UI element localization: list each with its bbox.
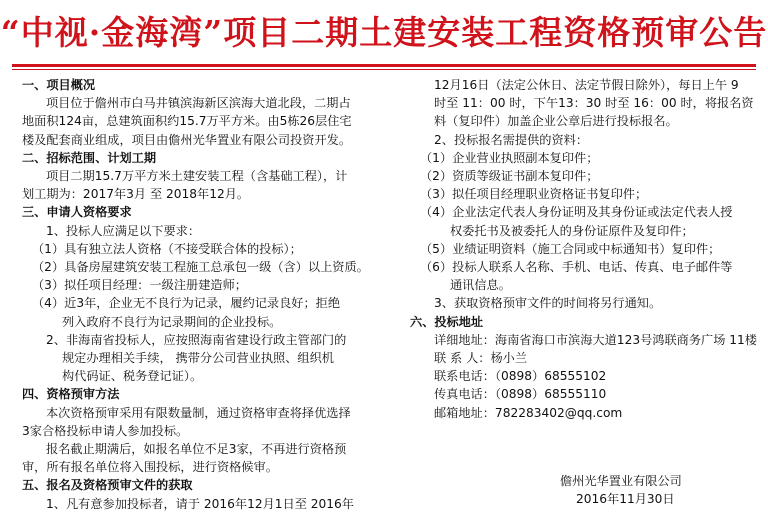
signature-company: 儋州光华置业有限公司 [560, 474, 682, 488]
paragraph-line: 1、投标人应满足以下要求： [46, 223, 201, 238]
list-item: （3）拟任项目经理：一级注册建造师； [32, 278, 247, 293]
title-rule-thick [12, 64, 756, 67]
paragraph-line: 楼及配套商业组成，项目由儋州光华置业有限公司投资开发。 [22, 132, 352, 147]
paragraph-line: 项目位于儋州市白马井镇滨海新区滨海大道北段，二期占 [46, 96, 351, 111]
paragraph-line: 审，所有报名单位将入围投标，进行资格候审。 [22, 460, 278, 475]
paragraph-line: 本次资格预审采用有限数量制，通过资格审查将择优选择 [46, 405, 351, 420]
contact-person: 联 系 人：杨小兰 [434, 351, 528, 366]
list-item: （5）业绩证明资料（施工合同或中标通知书）复印件； [420, 241, 721, 256]
section-heading: 一、项目概况 [22, 78, 96, 92]
contact-fax: 传真电话：（0898）68555110 [434, 387, 607, 402]
list-item: （4）企业法定代表人身份证明及其身份证或法定代表人授 [420, 205, 733, 220]
signature-date: 2016年11月30日 [576, 492, 675, 506]
left-column [22, 76, 398, 513]
list-item: （6）投标人联系人名称、手机、电话、传真、电子邮件等 [420, 260, 733, 275]
contact-email: 邮箱地址：782283402@qq.com [434, 405, 623, 420]
list-item: （4）近3年，企业无不良行为记录，履约记录良好；拒绝 [32, 296, 341, 311]
section-heading: 四、资格预审方法 [22, 387, 120, 402]
paragraph-line: 12月16日（法定公休日、法定节假日除外），每日上午 9 [434, 78, 739, 92]
list-item: （1）企业营业执照副本复印件； [420, 150, 599, 165]
section-heading: 二、招标范围、计划工期 [22, 150, 157, 165]
contact-phone: 联系电话：（0898）68555102 [434, 369, 607, 384]
title-rule-thin [12, 69, 756, 70]
section-heading: 六、投标地址 [410, 314, 484, 329]
paragraph-line: 3、获取资格预审文件的时间将另行通知。 [434, 296, 662, 311]
paragraph-line: 项目二期15.7万平方米土建安装工程（含基础工程），计 [46, 169, 348, 184]
paragraph-line: 划工期为：2017年3月 至 2018年12月。 [22, 187, 250, 202]
paragraph-line: 构代码证、税务登记证）。 [62, 369, 203, 384]
section-heading: 三、申请人资格要求 [22, 205, 132, 220]
paragraph-line: 2、投标报名需提供的资料： [434, 132, 589, 147]
paragraph-line: 2、非海南省投标人，应按照海南省建设行政主管部门的 [46, 332, 347, 347]
paragraph-line: 地面积124亩，总建筑面积约15.7万平方米。由5栋26层住宅 [22, 114, 352, 129]
list-item-continued: 通讯信息。 [450, 278, 511, 293]
paragraph-line: 1、凡有意参加投标者，请于 2016年12月1日至 2016年 [46, 496, 354, 511]
paragraph-line: 规定办理相关手续， 携带分公司营业执照、组织机 [62, 351, 334, 366]
section-heading: 五、报名及资格预审文件的获取 [22, 478, 193, 493]
paragraph-line: 3家合格投标申请人参加投标。 [22, 423, 189, 438]
list-item: （3）拟任项目经理职业资格证书复印件； [420, 187, 648, 202]
list-item: （2）资质等级证书副本复印件； [420, 169, 599, 184]
paragraph-line: 料（复印件）加盖企业公章后进行投标报名。 [434, 114, 678, 129]
contact-address: 详细地址：海南省海口市滨海大道123号鸿联商务广场 11楼 [434, 332, 757, 347]
list-item-continued: 权委托书及被委托人的身份证原件及复印件； [450, 223, 694, 238]
page-title: “中视·金海湾”项目二期土建安装工程资格预审公告 [0, 13, 768, 52]
list-item: （1）具有独立法人资格（不接受联合体的投标）； [32, 241, 302, 256]
paragraph-line: 报名截止期满后，如报名单位不足3家，不再进行资格预 [46, 442, 347, 457]
paragraph-line: 时至 11：00 时，下午13：30 时至 16：00 时，将报名资 [434, 96, 754, 111]
list-item-continued: 列入政府不良行为记录期间的企业投标。 [62, 314, 282, 329]
right-column [410, 76, 758, 422]
list-item: （2）具备房屋建筑安装工程施工总承包一级（含）以上资质。 [32, 260, 369, 275]
